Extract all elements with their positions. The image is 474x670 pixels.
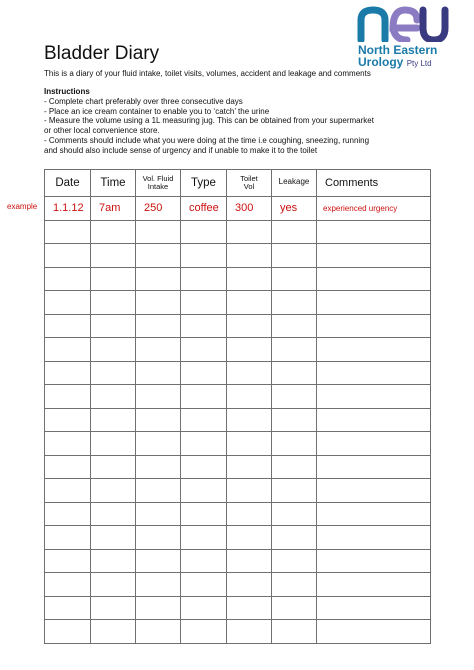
cell-toilet-vol[interactable]	[227, 479, 272, 503]
cell-leakage[interactable]	[272, 549, 317, 573]
cell-time[interactable]	[91, 573, 136, 597]
company-name-line1: North Eastern	[358, 43, 438, 57]
cell-type[interactable]	[181, 573, 227, 597]
cell-date[interactable]	[45, 526, 91, 550]
example-leakage: yes	[272, 197, 317, 221]
cell-vol-fluid[interactable]	[136, 526, 181, 550]
cell-time[interactable]	[91, 479, 136, 503]
cell-date[interactable]	[45, 385, 91, 409]
table-row	[45, 502, 431, 526]
cell-leakage[interactable]	[272, 361, 317, 385]
cell-leakage[interactable]	[272, 314, 317, 338]
cell-leakage[interactable]	[272, 338, 317, 362]
company-logo	[355, 6, 465, 70]
cell-comments[interactable]	[317, 244, 431, 268]
table-header-row	[45, 170, 431, 197]
cell-vol-fluid[interactable]	[136, 385, 181, 409]
cell-vol-fluid[interactable]	[136, 267, 181, 291]
cell-toilet-vol[interactable]	[227, 408, 272, 432]
cell-toilet-vol[interactable]	[227, 338, 272, 362]
cell-vol-fluid[interactable]	[136, 455, 181, 479]
cell-type[interactable]	[181, 620, 227, 644]
instruction-line: or other local convenience store.	[44, 126, 160, 136]
cell-leakage[interactable]	[272, 502, 317, 526]
cell-type[interactable]	[181, 291, 227, 315]
cell-comments[interactable]	[317, 385, 431, 409]
cell-date[interactable]	[45, 408, 91, 432]
cell-date[interactable]	[45, 244, 91, 268]
cell-comments[interactable]	[317, 479, 431, 503]
cell-date[interactable]	[45, 573, 91, 597]
cell-toilet-vol[interactable]	[227, 455, 272, 479]
cell-comments[interactable]	[317, 432, 431, 456]
cell-toilet-vol[interactable]	[227, 432, 272, 456]
header-toilet-vol-line1: Toilet	[240, 174, 258, 183]
instruction-line: - Complete chart preferably over three consecutive days	[44, 96, 243, 106]
cell-vol-fluid[interactable]	[136, 596, 181, 620]
cell-time[interactable]	[91, 385, 136, 409]
cell-type[interactable]	[181, 549, 227, 573]
instruction-line: - Place an ice cream container to enable you to ‘catch’ the urine	[44, 106, 270, 116]
cell-comments[interactable]	[317, 620, 431, 644]
example-date: 1.1.12	[45, 197, 91, 221]
cell-toilet-vol[interactable]	[227, 244, 272, 268]
cell-toilet-vol[interactable]	[227, 267, 272, 291]
cell-toilet-vol[interactable]	[227, 502, 272, 526]
cell-type[interactable]	[181, 596, 227, 620]
cell-time[interactable]	[91, 314, 136, 338]
cell-time[interactable]	[91, 244, 136, 268]
cell-leakage[interactable]	[272, 432, 317, 456]
cell-toilet-vol[interactable]	[227, 220, 272, 244]
example-label: example	[7, 202, 38, 211]
cell-toilet-vol[interactable]	[227, 314, 272, 338]
cell-vol-fluid[interactable]	[136, 314, 181, 338]
cell-vol-fluid[interactable]	[136, 408, 181, 432]
cell-leakage[interactable]	[272, 526, 317, 550]
table-row	[45, 385, 431, 409]
cell-type[interactable]	[181, 526, 227, 550]
cell-date[interactable]	[45, 361, 91, 385]
cell-date[interactable]	[45, 291, 91, 315]
cell-date[interactable]	[45, 338, 91, 362]
cell-type[interactable]	[181, 408, 227, 432]
cell-type[interactable]	[181, 385, 227, 409]
cell-leakage[interactable]	[272, 291, 317, 315]
cell-vol-fluid[interactable]	[136, 220, 181, 244]
table-row	[45, 314, 431, 338]
cell-comments[interactable]	[317, 220, 431, 244]
cell-time[interactable]	[91, 455, 136, 479]
cell-vol-fluid[interactable]	[136, 432, 181, 456]
cell-leakage[interactable]	[272, 596, 317, 620]
cell-leakage[interactable]	[272, 267, 317, 291]
header-vol-fluid-intake	[136, 170, 181, 197]
cell-comments[interactable]	[317, 408, 431, 432]
example-row	[45, 197, 431, 221]
cell-date[interactable]	[45, 220, 91, 244]
company-name-line2	[358, 56, 432, 70]
instructions-heading: Instructions	[44, 87, 90, 96]
cell-leakage[interactable]	[272, 620, 317, 644]
cell-toilet-vol[interactable]	[227, 385, 272, 409]
bladder-diary-table	[44, 169, 431, 644]
table-row	[45, 455, 431, 479]
cell-date[interactable]	[45, 502, 91, 526]
cell-comments[interactable]	[317, 596, 431, 620]
page-title: Bladder Diary	[44, 43, 160, 64]
table-row	[45, 549, 431, 573]
cell-vol-fluid[interactable]	[136, 573, 181, 597]
header-vol-fluid-line1: Vol. Fluid	[142, 174, 174, 183]
header-toilet-vol-line2: Vol	[243, 182, 255, 191]
cell-type[interactable]	[181, 455, 227, 479]
table-row	[45, 526, 431, 550]
cell-date[interactable]	[45, 267, 91, 291]
table-row	[45, 338, 431, 362]
cell-time[interactable]	[91, 596, 136, 620]
cell-date[interactable]	[45, 549, 91, 573]
cell-toilet-vol[interactable]	[227, 526, 272, 550]
cell-type[interactable]	[181, 479, 227, 503]
cell-time[interactable]	[91, 620, 136, 644]
cell-comments[interactable]	[317, 267, 431, 291]
table-row	[45, 573, 431, 597]
cell-leakage[interactable]	[272, 220, 317, 244]
cell-time[interactable]	[91, 432, 136, 456]
cell-type[interactable]	[181, 432, 227, 456]
cell-time[interactable]	[91, 549, 136, 573]
cell-type[interactable]	[181, 338, 227, 362]
cell-time[interactable]	[91, 267, 136, 291]
cell-vol-fluid[interactable]	[136, 502, 181, 526]
cell-leakage[interactable]	[272, 479, 317, 503]
cell-leakage[interactable]	[272, 408, 317, 432]
cell-leakage[interactable]	[272, 573, 317, 597]
instructions	[44, 87, 444, 156]
cell-time[interactable]	[91, 526, 136, 550]
cell-leakage[interactable]	[272, 244, 317, 268]
cell-leakage[interactable]	[272, 385, 317, 409]
table-row	[45, 220, 431, 244]
cell-leakage[interactable]	[272, 455, 317, 479]
cell-date[interactable]	[45, 432, 91, 456]
table-row	[45, 408, 431, 432]
cell-time[interactable]	[91, 502, 136, 526]
cell-time[interactable]	[91, 220, 136, 244]
table-row	[45, 267, 431, 291]
table-row	[45, 479, 431, 503]
cell-toilet-vol[interactable]	[227, 361, 272, 385]
cell-comments[interactable]	[317, 291, 431, 315]
cell-comments[interactable]	[317, 361, 431, 385]
cell-type[interactable]	[181, 502, 227, 526]
cell-date[interactable]	[45, 479, 91, 503]
cell-comments[interactable]	[317, 549, 431, 573]
cell-vol-fluid[interactable]	[136, 620, 181, 644]
cell-vol-fluid[interactable]	[136, 479, 181, 503]
header-time: Time	[91, 170, 136, 197]
cell-vol-fluid[interactable]	[136, 291, 181, 315]
table-row	[45, 244, 431, 268]
instruction-line: - Measure the volume using a 1L measuring jug. This can be obtained from your supermarket	[44, 116, 374, 126]
example-time: 7am	[91, 197, 136, 221]
cell-type[interactable]	[181, 220, 227, 244]
header-comments: Comments	[317, 170, 431, 197]
cell-time[interactable]	[91, 361, 136, 385]
cell-time[interactable]	[91, 408, 136, 432]
cell-toilet-vol[interactable]	[227, 596, 272, 620]
table-row	[45, 432, 431, 456]
cell-comments[interactable]	[317, 502, 431, 526]
header-toilet-vol	[227, 170, 272, 197]
cell-date[interactable]	[45, 314, 91, 338]
cell-toilet-vol[interactable]	[227, 549, 272, 573]
example-toilet-vol: 300	[227, 197, 272, 221]
cell-comments[interactable]	[317, 526, 431, 550]
cell-toilet-vol[interactable]	[227, 620, 272, 644]
company-suffix: Pty Ltd	[406, 59, 432, 68]
cell-date[interactable]	[45, 620, 91, 644]
cell-date[interactable]	[45, 596, 91, 620]
header-leakage: Leakage	[272, 170, 317, 197]
cell-vol-fluid[interactable]	[136, 549, 181, 573]
cell-comments[interactable]	[317, 314, 431, 338]
cell-toilet-vol[interactable]	[227, 573, 272, 597]
table-row	[45, 361, 431, 385]
cell-comments[interactable]	[317, 573, 431, 597]
cell-type[interactable]	[181, 361, 227, 385]
neu-logo-icon	[357, 6, 449, 42]
cell-type[interactable]	[181, 314, 227, 338]
example-vol-fluid: 250	[136, 197, 181, 221]
cell-type[interactable]	[181, 244, 227, 268]
cell-toilet-vol[interactable]	[227, 291, 272, 315]
company-name-urology: Urology	[358, 55, 404, 69]
cell-comments[interactable]	[317, 338, 431, 362]
table-row	[45, 596, 431, 620]
table-row	[45, 620, 431, 644]
instruction-line: - Comments should include what you were doing at the time i.e coughing, sneezing, running	[44, 135, 370, 145]
header-type: Type	[181, 170, 227, 197]
cell-vol-fluid[interactable]	[136, 361, 181, 385]
cell-type[interactable]	[181, 267, 227, 291]
cell-date[interactable]	[45, 455, 91, 479]
cell-comments[interactable]	[317, 455, 431, 479]
instruction-line: and should also include sense of urgency and if unable to make it to the toilet	[44, 145, 318, 155]
example-type: coffee	[181, 197, 227, 221]
example-comments: experienced urgency	[317, 197, 431, 221]
cell-time[interactable]	[91, 291, 136, 315]
header-vol-fluid-line2: Intake	[147, 182, 169, 191]
header-date: Date	[45, 170, 91, 197]
cell-vol-fluid[interactable]	[136, 338, 181, 362]
cell-vol-fluid[interactable]	[136, 244, 181, 268]
table-row	[45, 291, 431, 315]
page-subtitle: This is a diary of your fluid intake, toilet visits, volumes, accident and leakage and comments	[44, 69, 371, 78]
cell-time[interactable]	[91, 338, 136, 362]
